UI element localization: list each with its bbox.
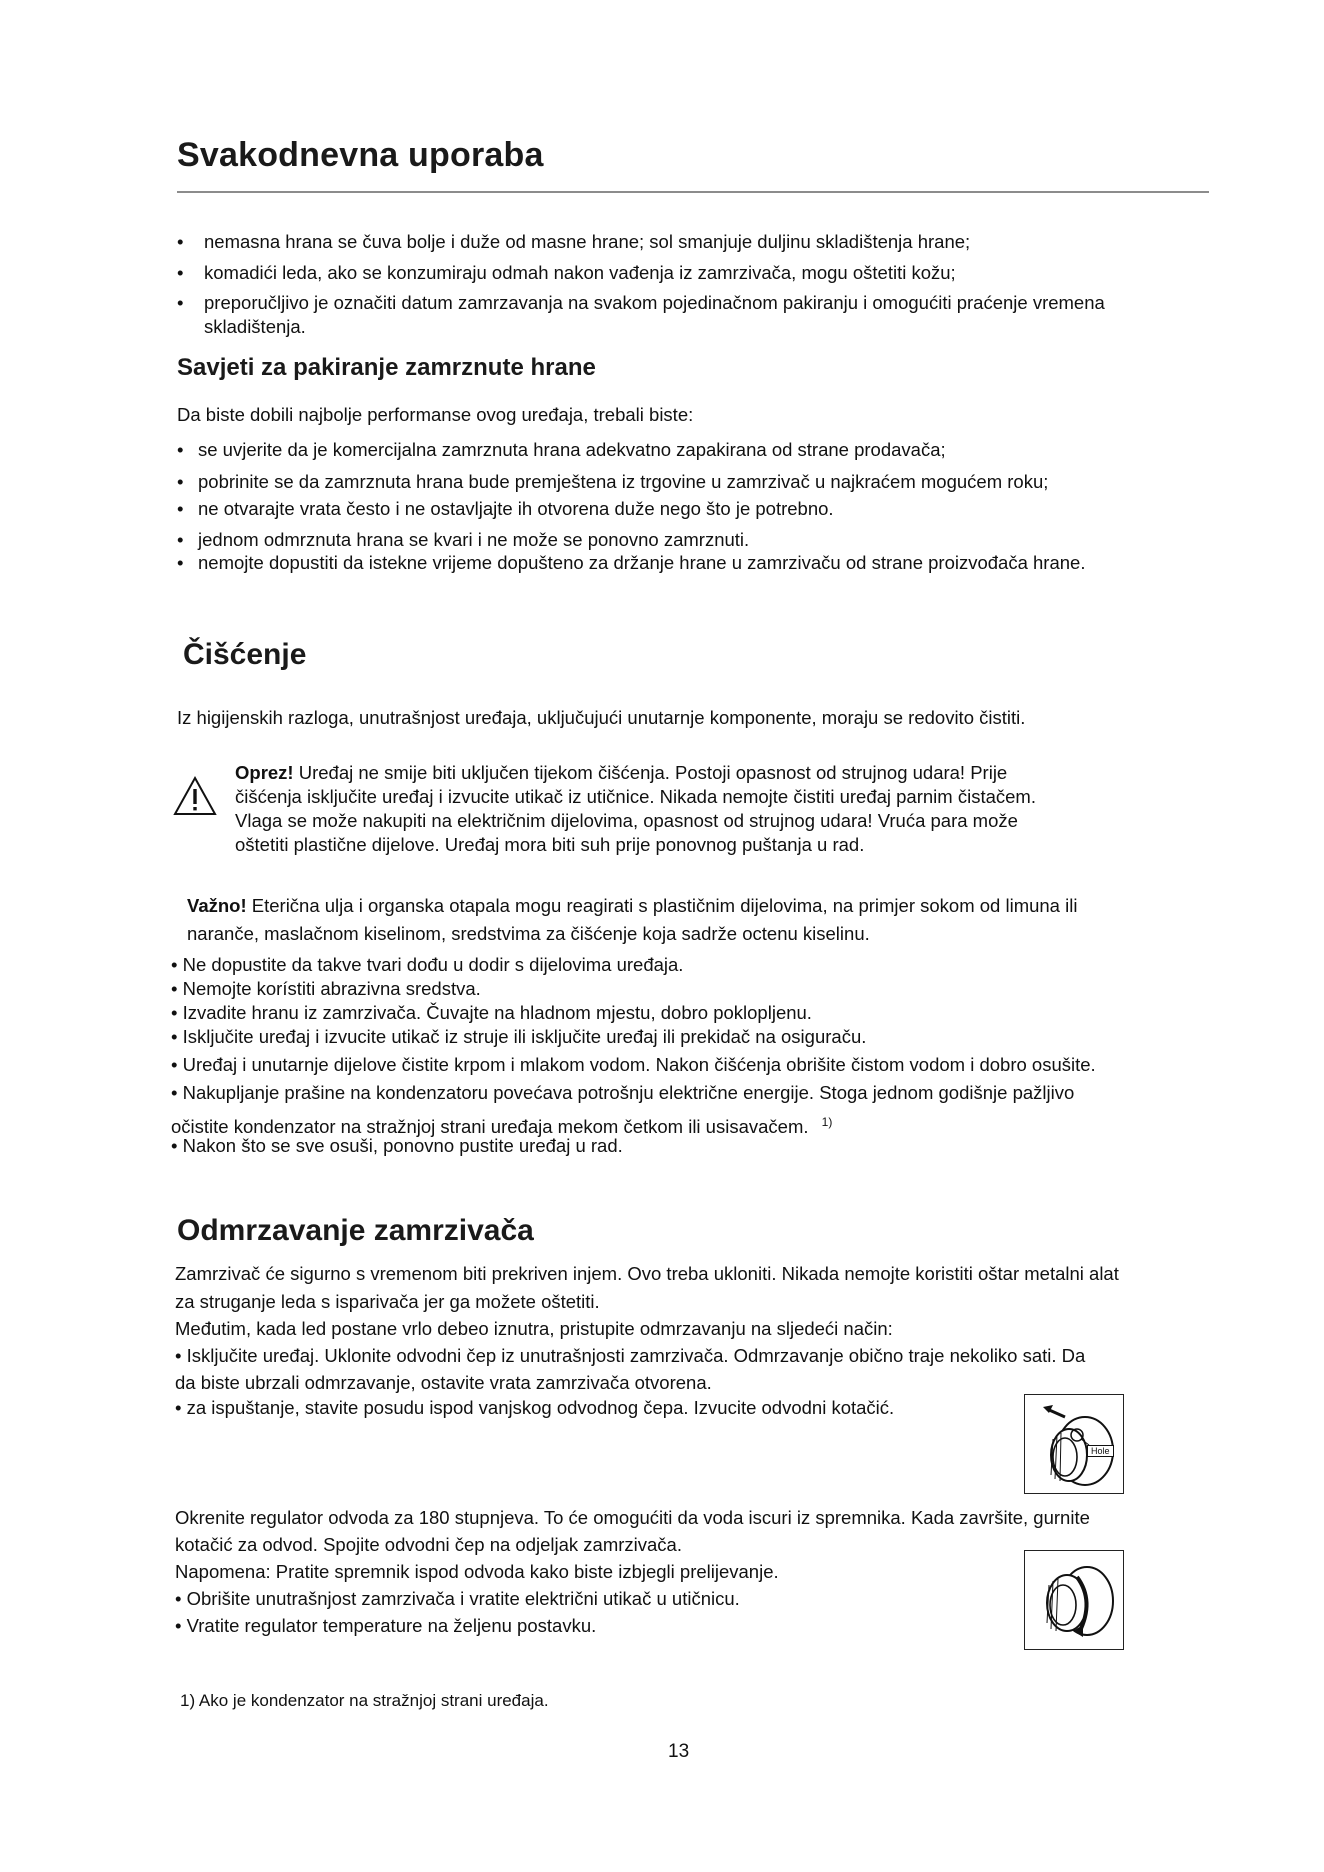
- section-title-packing: Savjeti za pakiranje zamrznute hrane: [177, 354, 596, 381]
- defrost-line: • Obrišite unutrašnjost zamrzivača i vratite električni utikač u utičnicu.: [175, 1588, 740, 1609]
- important-line: naranče, maslačnom kiselinom, sredstvima za čišćenje koja sadrže octenu kiselinu.: [187, 923, 870, 944]
- defrost-line: kotačić za odvod. Spojite odvodni čep na odjeljak zamrzivača.: [175, 1534, 682, 1555]
- list-item-continuation: skladištenja.: [204, 316, 306, 337]
- list-item: • Isključite uređaj i izvucite utikač iz struje ili isključite uređaj ili prekidač na osiguraču.: [171, 1026, 867, 1047]
- important-label: Važno!: [187, 895, 247, 916]
- list-item: • Nemojte korístiti abrazivna sredstva.: [171, 978, 481, 999]
- caution-label: Oprez!: [235, 762, 294, 783]
- defrost-line: Okrenite regulator odvoda za 180 stupnjeva. To će omogućiti da voda iscuri iz spremnika. Kada završite, gurnite: [175, 1507, 1090, 1528]
- caution-line: Oprez! Uređaj ne smije biti uključen tijekom čišćenja. Postoji opasnost od strujnog udara! Prije: [235, 762, 1008, 783]
- title-divider: [177, 191, 1209, 193]
- list-item: • Nakupljanje prašine na kondenzatoru povećava potrošnju električne energije. Stoga jednom godišnje pažljivo: [171, 1082, 1075, 1103]
- caution-line: čišćenja isključite uređaj i izvucite utikač iz utičnice. Nikada nemojte čistiti uređaj parnim čistačem.: [235, 786, 1036, 807]
- defrost-line: • Isključite uređaj. Uklonite odvodni čep iz unutrašnjosti zamrzivača. Odmrzavanje obično traje nekoliko sati. Da: [175, 1345, 1086, 1366]
- defrost-line: Napomena: Pratite spremnik ispod odvoda kako biste izbjegli prelijevanje.: [175, 1561, 779, 1582]
- section-title-cleaning: Čišćenje: [183, 638, 307, 671]
- page-title: Svakodnevna uporaba: [177, 136, 544, 174]
- list-item: • Ne dopustite da takve tvari dođu u dodir s dijelovima uređaja.: [171, 954, 684, 975]
- regulator-rotate-icon: [1025, 1551, 1123, 1649]
- page-number: 13: [668, 1741, 690, 1762]
- defrost-line: • Vratite regulator temperature na željenu postavku.: [175, 1615, 597, 1636]
- defrost-line: Zamrzivač će sigurno s vremenom biti prekriven injem. Ovo treba ukloniti. Nikada nemojte koristiti oštar metalni alat: [175, 1263, 1119, 1284]
- defrost-line: za struganje leda s isparivača jer ga možete oštetiti.: [175, 1291, 600, 1312]
- drain-regulator-figure: [1024, 1550, 1124, 1650]
- footnote: 1) Ako je kondenzator na stražnjoj strani uređaja.: [180, 1691, 549, 1710]
- caution-line: oštetiti plastične dijelove. Uređaj mora biti suh prije ponovnog puštanja u rad.: [235, 834, 865, 855]
- drain-plug-icon: [1025, 1395, 1123, 1493]
- footnote-mark: 1): [821, 1115, 833, 1129]
- cleaning-intro: Iz higijenskih razloga, unutrašnjost uređaja, uključujući unutarnje komponente, moraju se redovito čistiti.: [177, 707, 1026, 728]
- manual-page: Svakodnevna uporaba • nemasna hrana se čuva bolje i duže od masne hrane; sol smanjuje duljinu skladištenja hrane; • komadići leda, ako se konzumiraju odmah nakon vađenja iz zamrzivača, mogu oštetiti kožu; • preporučljivo je označiti datum zamrzavanja na svakom pojedinačnom pakiranju i omogućiti praćenje vremena skladištenja. Savjeti za pakiranje zamrznute hrane Da biste dobili najbolje performanse ovog uređaja, trebali biste: • se uvjerite da je komercijalna zamrznuta hrana adekvatno zapakirana od strane prodavača; • pobrinite se da zamrznuta hrana bude premještena iz trgovine u zamrzivač u najkraćem mogućem roku; • ne otvarajte vrata često i ne ostavljajte ih otvorena duže nego što je potrebno. • jednom odmrznuta hrana se kvari i ne može se ponovno zamrznuti. • nemojte dopustiti da istekne vrijeme dopušteno za držanje hrane u zamrzivaču od strane proizvođača hrane. Čišćenje Iz higijenskih razloga, unutrašnjost uređaja, uključujući unutarnje komponente, moraju se redovito čistiti. Oprez! Uređaj ne smije biti uključen tijekom čišćenja. Postoji opasnost od strujnog udara! Prije čišćenja isključite uređaj i izvucite utikač iz utičnice. Nikada nemojte čistiti uređaj parnim čistačem. Vlaga se može nakupiti na električnim dijelovima, opasnost od strujnog udara! Vruća para može oštetiti plastične dijelove. Uređaj mora biti suh prije ponovnog puštanja u rad. Važno! Eterična ulja i organska otapala mogu reagirati s plastičnim dijelovima, na primjer sokom od limuna ili naranče, maslačnom kiselinom, sredstvima za čišćenje koja sadrže octenu kiselinu. • Ne dopustite da takve tvari dođu u dodir s dijelovima uređaja. • Nemojte korístiti abrazivna sredstva. • Izvadite hranu iz zamrzivača. Čuvajte na hladnom mjestu, dobro poklopljenu. • Isključite uređaj i izvucite utikač iz struje ili isključite uređaj ili prekidač na osiguraču. • Uređaj i unutarnje dijelove čistite krpom i mlakom vodom. Nakon čišćenja obrišite čistom vodom i dobro osušite. • Nakupljanje prašine na kondenzatoru povećava potrošnju električne energije. Stoga jednom godišnje pažljivo očistite kondenzator na stražnjoj strani uređaja mekom četkom ili usisavačem. $^{1)}$ • Nakon što se sve osuši, ponovno pustite uređaj u rad. Odmrzavanje zamrzivača Zamrzivač će sigurno s vremenom biti prekriven injem. Ovo treba ukloniti. Nikada nemojte koristiti oštar metalni alat za struganje leda s isparivača jer ga možete oštetiti. Međutim, kada led postane vrlo debeo iznutra, pristupite odmrzavanju na sljedeći način: • Isključite uređaj. Uklonite odvodni čep iz unutrašnjosti zamrzivača. Odmrzavanje obično traje nekoliko sati. Da da biste ubrzali odmrzavanje, ostavite vrata zamrzivača otvorena. • za ispuštanje, stavite posudu ispod vanjskog odvodnog čepa. Izvucite odvodni kotačić. Hole Okrenite regulator odvoda za 180 stupnjeva. To će omogućiti da voda iscuri iz spremnika. Kada završite, gurnite kotačić za odvod. Spojite odvodni čep na odjeljak zamrzivača. Napomena: Pratite spremnik ispod odvoda kako biste izbjegli prelijevanje. • Obrišite unutrašnjost zamrzivača i vratite električni utikač u utičnicu. • Vratite regulator temperature na željenu postavku. 1) Ako je kondenzator na stražnjoj strani uređaja. 13: [0, 0, 1324, 1872]
- list-item: • Nakon što se sve osuši, ponovno pustite uređaj u rad.: [171, 1135, 623, 1156]
- important-line: Važno! Eterična ulja i organska otapala mogu reagirati s plastičnim dijelovima, na primjer sokom od limuna ili: [187, 895, 1078, 916]
- list-item: • Izvadite hranu iz zamrzivača. Čuvajte na hladnom mjestu, dobro poklopljenu.: [171, 1002, 812, 1023]
- list-item-continuation: očistite kondenzator na stražnjoj strani uređaja mekom četkom ili usisavačem. $^{1)}$: [171, 1115, 833, 1138]
- list-item: • Uređaj i unutarnje dijelove čistite krpom i mlakom vodom. Nakon čišćenja obrišite čistom vodom i dobro osušite.: [171, 1054, 1096, 1075]
- section-title-defrost: Odmrzavanje zamrzivača: [177, 1214, 534, 1247]
- defrost-line: • za ispuštanje, stavite posudu ispod vanjskog odvodnog čepa. Izvucite odvodni kotačić.: [175, 1397, 895, 1418]
- packing-intro: Da biste dobili najbolje performanse ovog uređaja, trebali biste:: [177, 404, 694, 425]
- hole-label: Hole: [1087, 1445, 1114, 1457]
- defrost-line: Međutim, kada led postane vrlo debeo iznutra, pristupite odmrzavanju na sljedeći način:: [175, 1318, 893, 1339]
- defrost-line: da biste ubrzali odmrzavanje, ostavite vrata zamrzivača otvorena.: [175, 1372, 712, 1393]
- caution-line: Vlaga se može nakupiti na električnim dijelovima, opasnost od strujnog udara! Vruća para može: [235, 810, 1018, 831]
- warning-triangle-icon: [172, 774, 218, 820]
- drain-plug-figure: [1024, 1394, 1124, 1494]
